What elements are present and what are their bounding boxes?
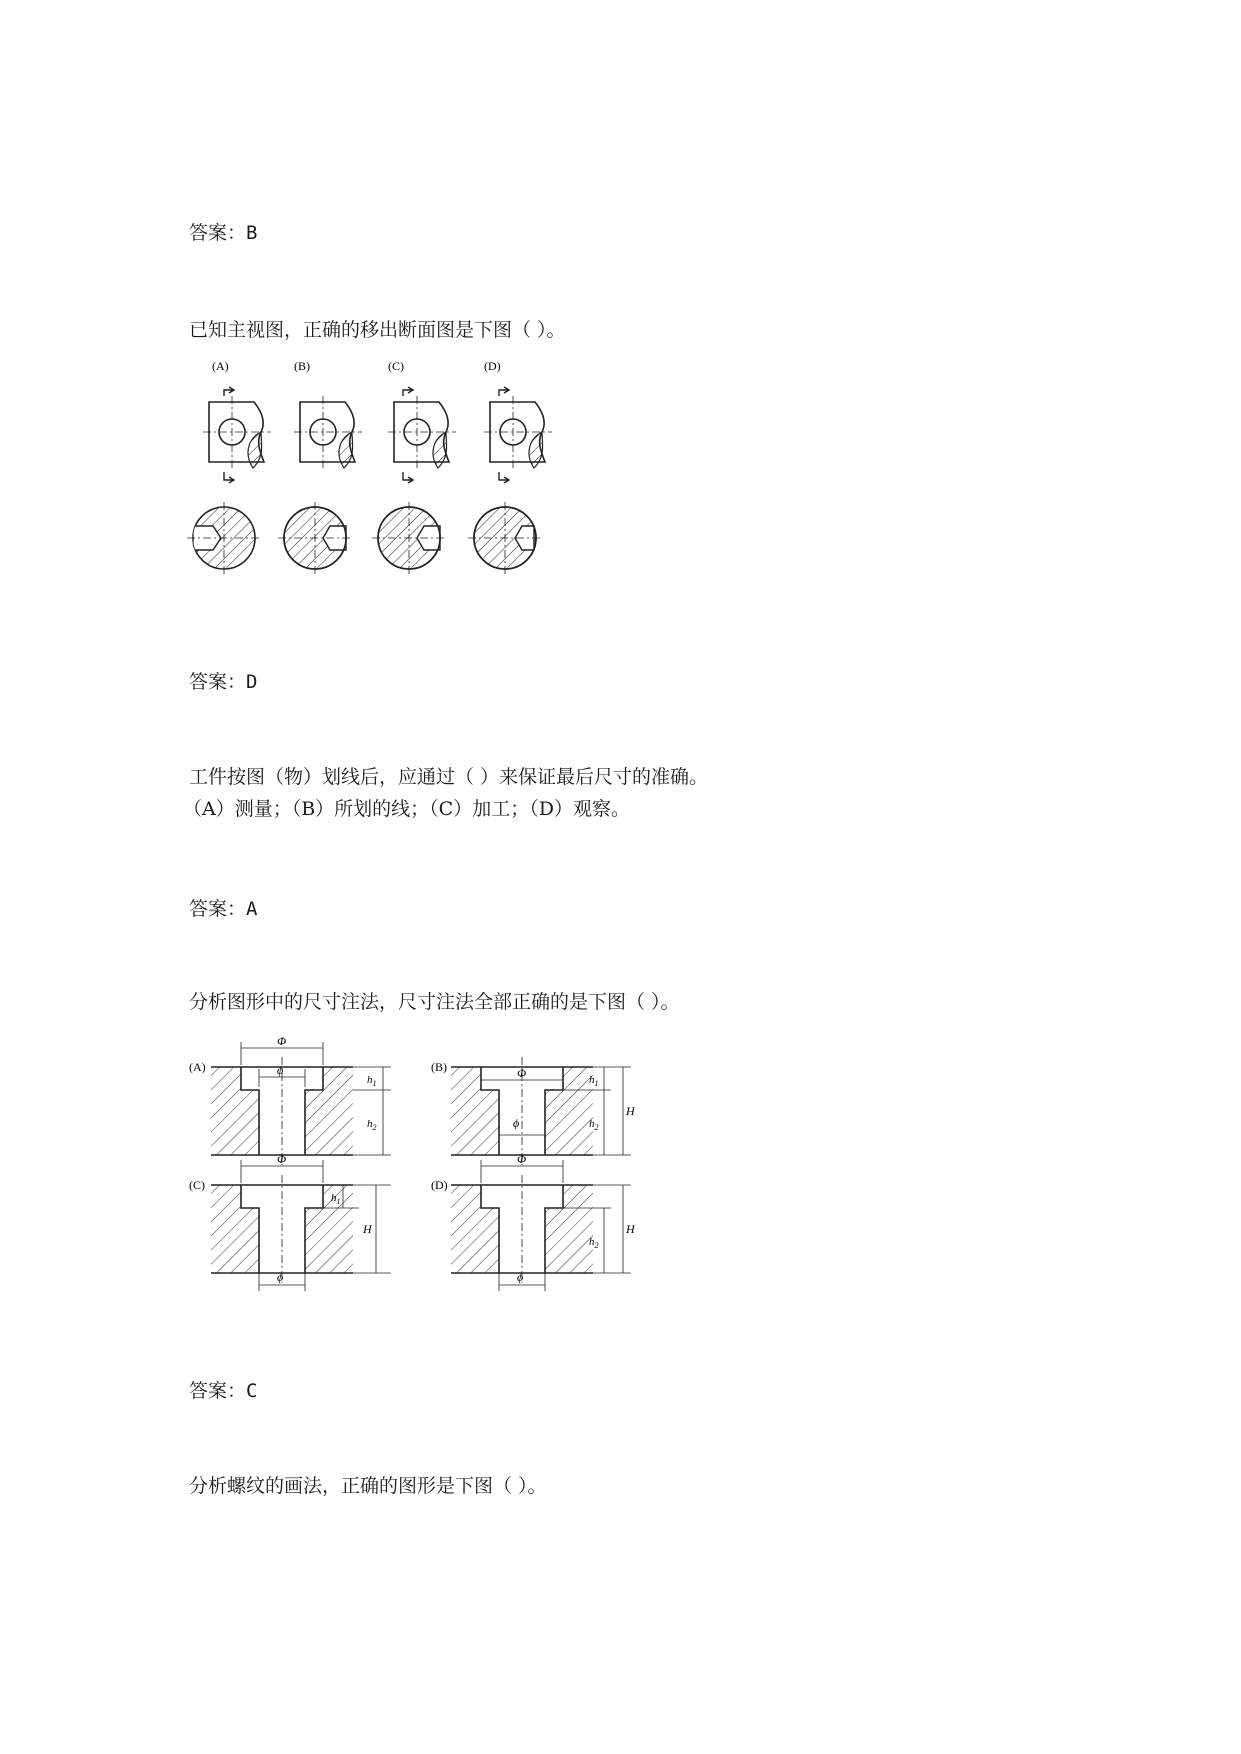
fig2d-dim-bigdia: Φ bbox=[517, 1152, 527, 1166]
fig2-label-b: (B) bbox=[431, 1060, 447, 1074]
option-c-part bbox=[211, 1152, 391, 1291]
fig2a-dim-smalldia: ϕ bbox=[277, 1063, 284, 1077]
fig1-label-b: (B) bbox=[294, 359, 310, 373]
fig2c-dim-smalldia: ϕ bbox=[277, 1270, 284, 1284]
answer-4: 答案：C bbox=[189, 1380, 258, 1402]
fig2b-dim-total: H bbox=[626, 1104, 635, 1118]
fig2-label-a: (A) bbox=[189, 1060, 206, 1074]
fig2b-dim-h2: $h_2$ bbox=[589, 1118, 599, 1132]
question-4-text: 分析螺纹的画法，正确的图形是下图（ ）。 bbox=[189, 1475, 547, 1497]
fig2c-dim-total: H bbox=[363, 1222, 372, 1236]
fig2-label-d: (D) bbox=[431, 1178, 448, 1192]
fig2b-dim-smalldia: ϕ bbox=[513, 1116, 520, 1130]
fig2-label-c: (C) bbox=[189, 1178, 205, 1192]
fig1-label-c: (C) bbox=[388, 359, 404, 373]
figure-section-views bbox=[189, 356, 569, 586]
option-c-views bbox=[372, 359, 456, 574]
answer-2: 答案：D bbox=[189, 671, 258, 693]
question-2-line-1: 工件按图（物）划线后，应通过（ ）来保证最后尺寸的准确。 bbox=[189, 766, 709, 788]
fig2b-dim-bigdia: Φ bbox=[517, 1066, 527, 1080]
question-1-text: 已知主视图，正确的移出断面图是下图（ ）。 bbox=[189, 319, 566, 341]
fig2d-dim-total: H bbox=[626, 1222, 635, 1236]
option-b-part bbox=[451, 1057, 636, 1165]
option-b-views bbox=[278, 359, 362, 574]
fig2d-dim-smalldia: ϕ bbox=[517, 1270, 524, 1284]
fig2a-dim-h2: $h_2$ bbox=[367, 1118, 377, 1132]
question-2-line-2: （A）测量；（B）所划的线；（C）加工；（D）观察。 bbox=[183, 798, 630, 820]
fig2b-dim-h1: $h_1$ bbox=[589, 1074, 599, 1088]
fig2a-dim-h1: $h_1$ bbox=[367, 1074, 377, 1088]
fig1-label-d: (D) bbox=[484, 359, 501, 373]
option-a-part bbox=[211, 1034, 391, 1165]
answer-3: 答案：A bbox=[189, 898, 258, 920]
figure-dimension-options bbox=[189, 1035, 649, 1285]
option-a-views bbox=[187, 359, 271, 574]
fig2a-dim-bigdia: Φ bbox=[277, 1034, 287, 1048]
answer-1: 答案：B bbox=[189, 222, 258, 244]
fig2c-dim-bigdia: Φ bbox=[277, 1152, 287, 1166]
fig2d-dim-h2: $h_2$ bbox=[589, 1236, 599, 1250]
question-3-text: 分析图形中的尺寸注法，尺寸注法全部正确的是下图（ ）。 bbox=[189, 991, 680, 1013]
fig1-label-a: (A) bbox=[212, 359, 229, 373]
option-d-views bbox=[468, 359, 552, 574]
fig2c-dim-h1: $h_1$ bbox=[331, 1192, 341, 1206]
option-d-part bbox=[451, 1152, 636, 1291]
